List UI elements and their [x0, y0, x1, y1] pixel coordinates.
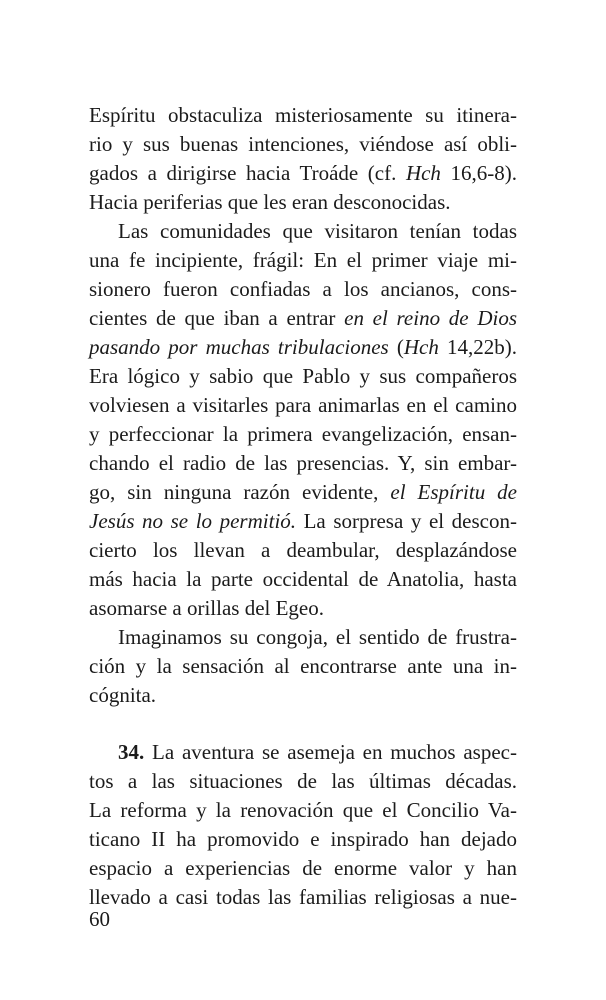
text-line: [89, 129, 517, 159]
text-segment: y perfeccionar la primera evangelización, ensan-: [89, 422, 517, 446]
text-line: [89, 795, 517, 825]
text-segment: (: [388, 335, 404, 359]
text-line: [89, 853, 517, 883]
text-line: [89, 651, 517, 681]
text-segment: llevado a casi todas las familias religiosas a nue-: [89, 885, 517, 909]
text-line: [89, 882, 517, 912]
italic-text: en el reino de Dios: [344, 306, 517, 330]
text-segment: asomarse a orillas del Egeo.: [89, 596, 324, 620]
text-line: [89, 100, 517, 130]
text-line: [89, 332, 517, 362]
text-line: [89, 448, 517, 478]
text-segment: Espíritu obstaculiza misteriosamente su itinera-: [89, 103, 517, 127]
text-segment: una fe incipiente, frágil: En el primer viaje mi-: [89, 248, 517, 272]
text-segment: ción y la sensación al encontrarse ante una in-: [89, 654, 517, 678]
italic-text: el Espíritu de: [390, 480, 518, 504]
text-segment: go, sin ninguna razón evidente,: [89, 480, 391, 504]
paragraph-number: 34.: [118, 740, 145, 764]
text-line: [89, 245, 517, 275]
italic-text: Jesús no se lo permitió.: [89, 509, 297, 533]
text-line: [89, 187, 517, 217]
text-segment: sionero fueron confiadas a los ancianos, cons-: [89, 277, 517, 301]
text-segment: cierto los llevan a deambular, desplazándose: [89, 538, 517, 562]
text-segment: La reforma y la renovación que el Concilio Va-: [89, 798, 517, 822]
text-line: [89, 419, 517, 449]
text-line: [89, 361, 517, 391]
text-line: [89, 564, 517, 594]
text-line: [89, 274, 517, 304]
text-line: [89, 390, 517, 420]
text-line: [89, 593, 517, 623]
italic-text: Hch: [403, 335, 439, 359]
text-segment: más hacia la parte occidental de Anatolia, hasta: [89, 567, 517, 591]
text-line: [118, 737, 517, 767]
text-line: [89, 158, 517, 188]
text-line: [118, 622, 517, 652]
text-line: [89, 535, 517, 565]
text-segment: espacio a experiencias de enorme valor y han: [89, 856, 517, 880]
text-segment: Hacia periferias que les eran desconocidas.: [89, 190, 451, 214]
text-segment: volviesen a visitarles para animarlas en el camino: [89, 393, 517, 417]
text-line: [89, 477, 517, 507]
text-segment: chando el radio de las presencias. Y, sin embar-: [89, 451, 517, 475]
text-segment: ticano II ha promovido e inspirado han dejado: [89, 827, 517, 851]
text-segment: cientes de que iban a entrar: [89, 306, 345, 330]
text-segment: 14,22b).: [438, 335, 518, 359]
text-line: [118, 216, 517, 246]
text-segment: tos a las situaciones de las últimas décadas.: [89, 769, 517, 793]
text-line: [89, 303, 517, 333]
text-segment: 16,6-8).: [440, 161, 517, 185]
text-segment: La sorpresa y el descon-: [296, 509, 517, 533]
text-segment: Era lógico y sabio que Pablo y sus compañeros: [89, 364, 517, 388]
text-line: [89, 680, 517, 710]
text-segment: rio y sus buenas intenciones, viéndose así obli-: [89, 132, 517, 156]
text-segment: Imaginamos su congoja, el sentido de frustra-: [118, 625, 517, 649]
italic-text: pasando por muchas tribulaciones: [89, 335, 389, 359]
text-line: [89, 824, 517, 854]
text-segment: Las comunidades que visitaron tenían todas: [118, 219, 517, 243]
page-number: 60: [89, 907, 110, 931]
italic-text: Hch: [405, 161, 441, 185]
text-segment: cógnita.: [89, 683, 157, 707]
text-line: [89, 766, 517, 796]
text-line: [89, 506, 517, 536]
text-segment: gados a dirigirse hacia Troáde (cf.: [89, 161, 406, 185]
text-segment: La aventura se asemeja en muchos aspec-: [144, 740, 517, 764]
